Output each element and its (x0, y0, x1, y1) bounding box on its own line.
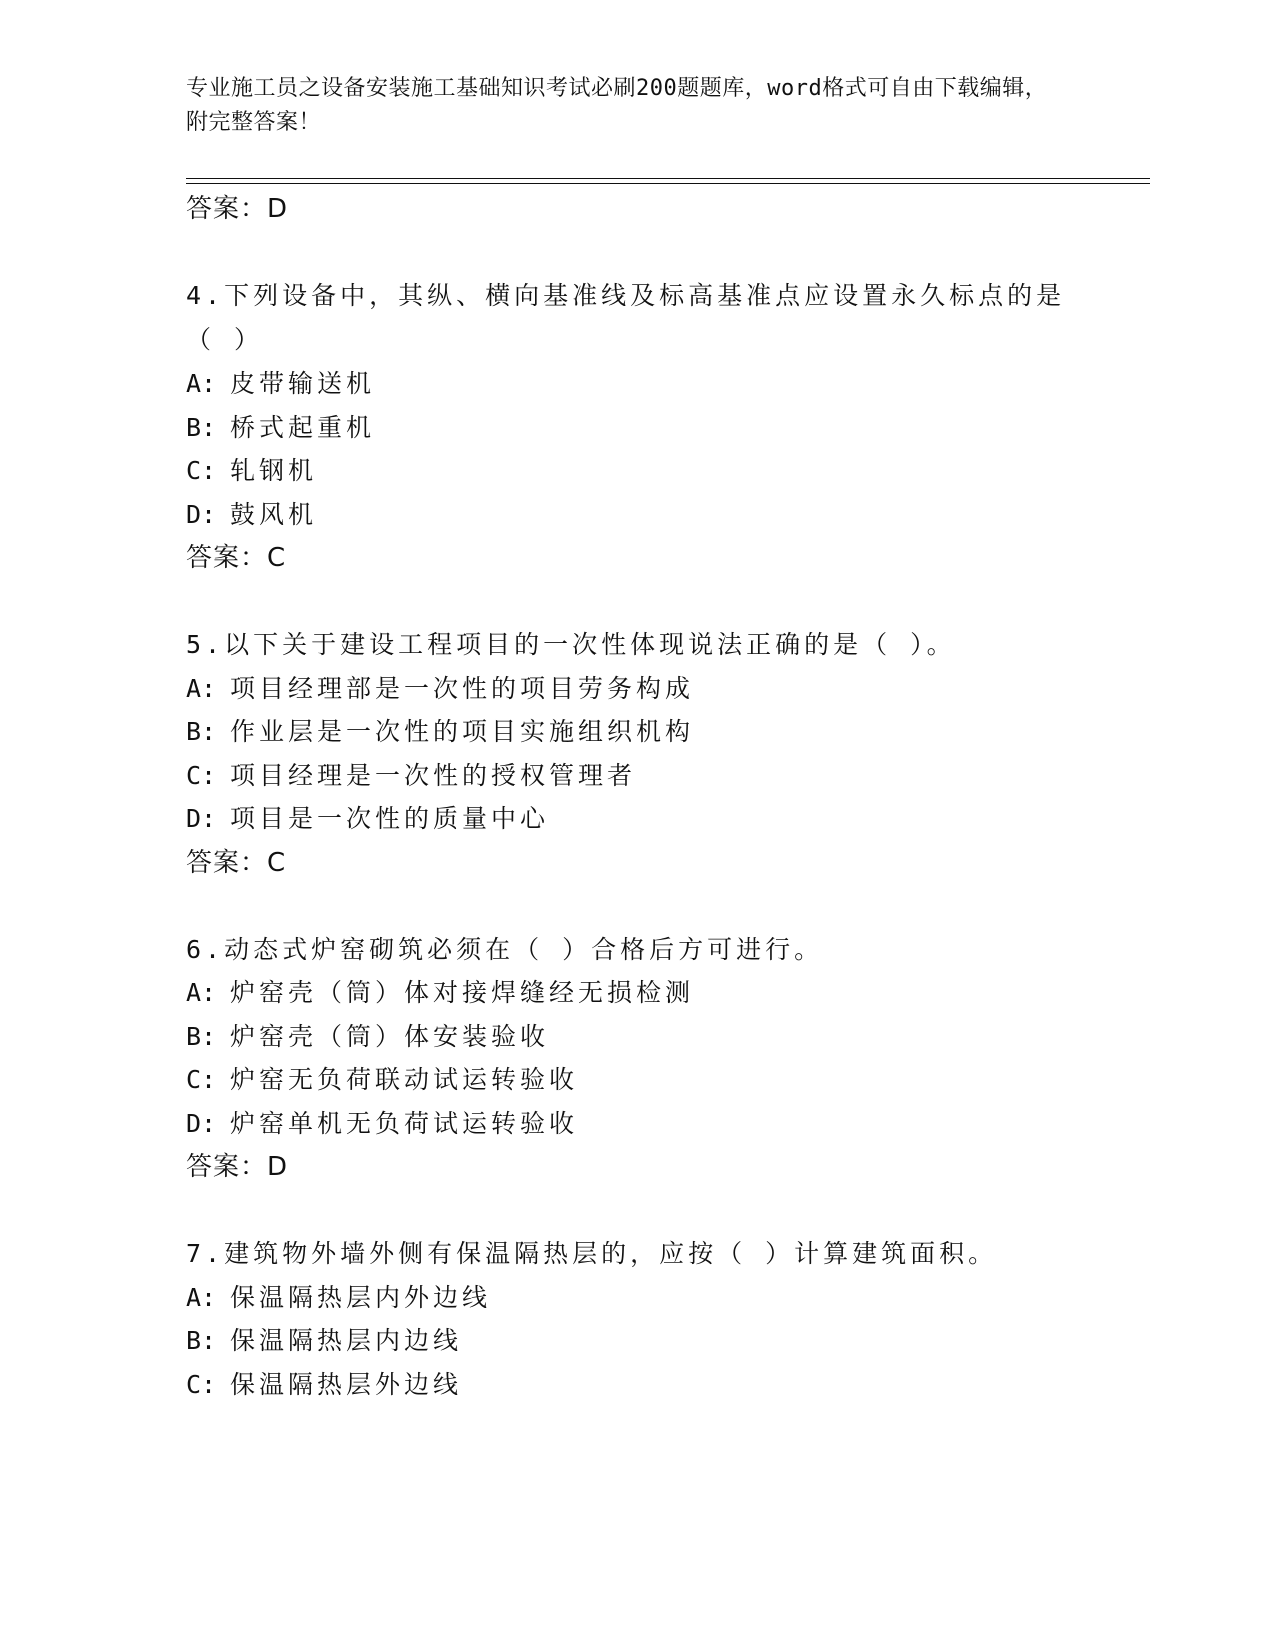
question-5-stem: 5.以下关于建设工程项目的一次性体现说法正确的是（ ）。 (186, 630, 956, 659)
option-text: 项目经理部是一次性的项目劳务构成 (230, 674, 695, 703)
option-text: 炉窑壳（筒）体对接焊缝经无损检测 (230, 978, 695, 1007)
option-key: B: (186, 1326, 217, 1355)
question-4-option-d (186, 500, 317, 530)
question-6-answer: 答案：D (186, 1152, 289, 1182)
option-text: 桥式起重机 (230, 413, 376, 442)
header-divider-double (186, 183, 1150, 184)
question-5-option-c (186, 761, 636, 791)
option-text: 鼓风机 (230, 500, 318, 529)
option-text: 作业层是一次性的项目实施组织机构 (230, 717, 695, 746)
option-text: 项目是一次性的质量中心 (230, 804, 550, 833)
question-4-option-b (186, 413, 375, 443)
option-key: A: (186, 978, 217, 1007)
question-7-option-b (186, 1326, 462, 1356)
question-4-option-a (186, 369, 375, 399)
option-key: D: (186, 1109, 217, 1138)
option-text: 保温隔热层内边线 (230, 1326, 463, 1355)
question-5-option-a (186, 674, 694, 704)
option-key: B: (186, 1022, 217, 1051)
question-7-option-a (186, 1283, 491, 1313)
option-key: D: (186, 804, 217, 833)
question-6-option-b (186, 1022, 549, 1052)
option-key: D: (186, 500, 217, 529)
option-text: 保温隔热层内外边线 (230, 1283, 492, 1312)
question-7-stem: 7.建筑物外墙外侧有保温隔热层的，应按（ ）计算建筑面积。 (186, 1239, 998, 1268)
option-text: 保温隔热层外边线 (230, 1370, 463, 1399)
question-6-stem: 6.动态式炉窑砌筑必须在（ ）合格后方可进行。 (186, 935, 824, 964)
option-text: 炉窑无负荷联动试运转验收 (230, 1065, 579, 1094)
question-4-option-c (186, 456, 317, 486)
option-key: C: (186, 761, 217, 790)
document-header: 专业施工员之设备安装施工基础知识考试必刷200题题库，word格式可自由下载编辑，附完整答案！ (186, 76, 1048, 135)
option-key: C: (186, 1370, 217, 1399)
option-key: C: (186, 456, 217, 485)
question-4-stem-continued: （ ） (186, 325, 264, 354)
option-text: 皮带输送机 (230, 369, 376, 398)
question-4-answer: 答案：C (186, 543, 287, 573)
previous-answer: 答案：D (186, 194, 289, 224)
question-5-answer: 答案：C (186, 848, 287, 878)
option-key: B: (186, 717, 217, 746)
question-6-option-d (186, 1109, 578, 1139)
question-7-option-c (186, 1370, 462, 1400)
option-text: 轧钢机 (230, 456, 318, 485)
option-text: 炉窑壳（筒）体安装验收 (230, 1022, 550, 1051)
option-text: 项目经理是一次性的授权管理者 (230, 761, 637, 790)
option-key: A: (186, 369, 217, 398)
question-6-option-c (186, 1065, 578, 1095)
question-4-stem: 4.下列设备中，其纵、横向基准线及标高基准点应设置永久标点的是 (186, 281, 1066, 310)
header-divider (186, 178, 1150, 179)
option-key: A: (186, 1283, 217, 1312)
option-key: C: (186, 1065, 217, 1094)
question-5-option-b (186, 717, 694, 747)
option-key: B: (186, 413, 217, 442)
question-6-option-a (186, 978, 694, 1008)
option-key: A: (186, 674, 217, 703)
question-5-option-d (186, 804, 549, 834)
option-text: 炉窑单机无负荷试运转验收 (230, 1109, 579, 1138)
